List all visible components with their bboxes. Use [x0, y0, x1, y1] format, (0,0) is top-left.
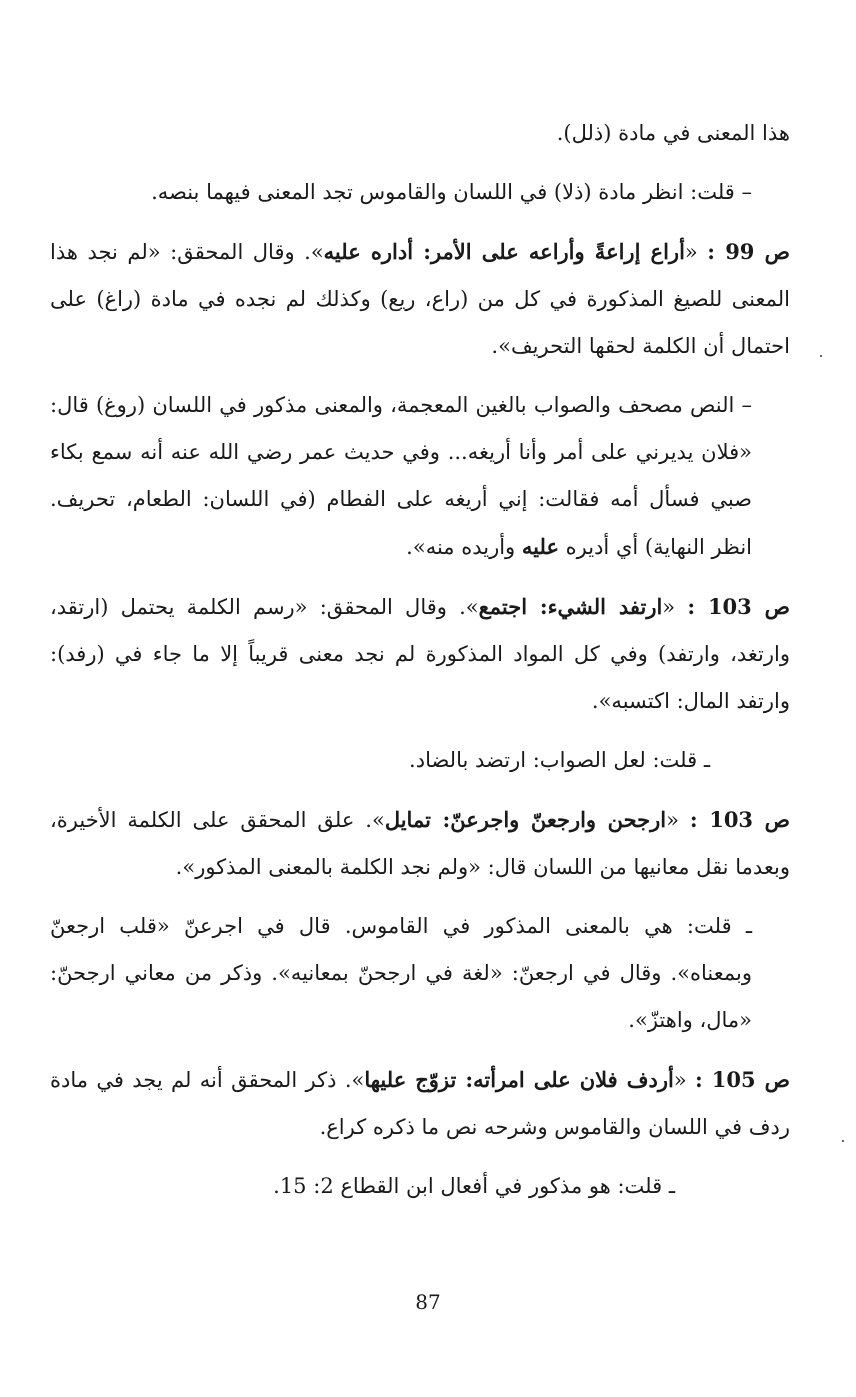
paragraph-10 — [50, 1163, 790, 1210]
quote-open: « — [673, 1068, 696, 1092]
paragraph-8 — [50, 903, 790, 1044]
paragraph-text: ». وقال المحقق: «لم نجد هذا المعنى للصيغ المذكورة في كل من (راع، ريع) وكذلك لم نجده في مادة (راغ) على احتمال أن الكلمة لحقها التحريف». — [50, 240, 790, 358]
paragraph-6 — [50, 737, 790, 784]
quote-open: « — [666, 808, 690, 832]
paragraph-7 — [50, 796, 790, 891]
body-text — [50, 110, 790, 1222]
quote-open: « — [684, 240, 708, 264]
page-reference: ص 103 : — [689, 807, 790, 832]
paragraph-text: ». علق المحقق على الكلمة الأخيرة، وبعدما نقل معانيها من اللسان قال: «ولم نجد الكلمة بالمعنى المذكور». — [50, 808, 790, 879]
paragraph-text: هذا المعنى في مادة (ذلل). — [556, 121, 790, 145]
entry-headword: أردف فلان على امرأته: تزوّج عليها — [364, 1067, 674, 1092]
paragraph-9 — [50, 1056, 790, 1151]
paragraph-text: وأريده منه». — [406, 535, 522, 559]
entry-headword: أراع إراعةً وأراعه على الأمر: أداره عليه — [323, 239, 685, 264]
paragraph-text: ـ قلت: هي بالمعنى المذكور في القاموس. قال في اجرعنّ «قلب ارجعنّ وبمعناه». وقال في ارجعنّ: «لغة في ارجحنّ بمعانيه». وذكر من معاني ارجحنّ: «مال، واهتزّ». — [50, 914, 752, 1032]
entry-headword: ارتفد الشيء: اجتمع — [478, 594, 663, 619]
paragraph-2 — [50, 169, 790, 216]
paragraph-text: – النص مصحف والصواب بالغين المعجمة، والمعنى مذكور في اللسان (روغ) قال: «فلان يديرني على أمر وأنا أريغه... وفي حديث عمر رضي الله عنه أنه سمع بكاء صبي فسأل أمه فقالت: إني أريغه على الفطام (في اللسان: الطعام، تحريف. انظر النهاية) أي أديره — [50, 393, 752, 559]
paragraph-text: ـ قلت: لعل الصواب: ارتضد بالضاد. — [409, 748, 710, 772]
paragraph-text: ». وقال المحقق: «رسم الكلمة يحتمل (ارتقد، وارتغد، وارتفد) وفي كل المواد المذكورة لم نجد معنى قريباً إلا ما جاء في (رفد): وارتفد المال: اكتسبه». — [50, 595, 790, 713]
paragraph-text: ـ قلت: هو مذكور في أفعال ابن القطاع 2: 15. — [273, 1174, 675, 1198]
page-reference: ص 99 : — [707, 239, 790, 264]
scan-speck — [842, 1140, 844, 1142]
paragraph-1 — [50, 110, 790, 157]
paragraph-text: ». ذكر المحقق أنه لم يجد في مادة ردف في اللسان والقاموس وشرحه نص ما ذكره كراع. — [50, 1068, 790, 1139]
quote-open: « — [662, 595, 688, 619]
paragraph-4 — [50, 382, 790, 571]
paragraph-5 — [50, 583, 790, 725]
entry-headword: ارجحن وارجعنّ واجرعنّ: تمايل — [384, 807, 667, 832]
page-reference: ص 105 : — [695, 1067, 790, 1092]
page-reference: ص 103 : — [687, 594, 790, 619]
scan-speck — [820, 355, 822, 357]
paragraph-3 — [50, 228, 790, 370]
page-number: 87 — [415, 1290, 441, 1314]
bold-word: عليه — [521, 534, 559, 559]
paragraph-text: – قلت: انظر مادة (ذلا) في اللسان والقاموس تجد المعنى فيهما بنصه. — [151, 180, 752, 204]
